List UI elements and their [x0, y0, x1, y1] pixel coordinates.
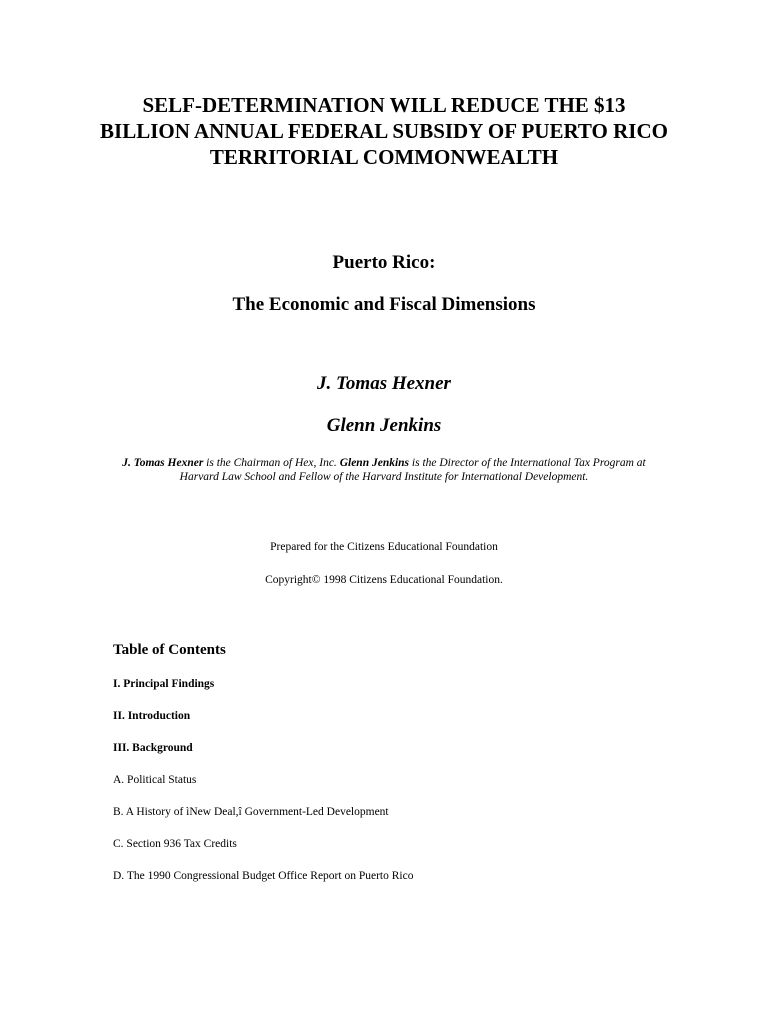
toc-item-section-936[interactable]: C. Section 936 Tax Credits: [113, 838, 237, 850]
bio-text-1: is the Chairman of Hex, Inc.: [203, 457, 340, 469]
bio-text-2: is the Director of the International Tax Program at Harvard Law School and Fellow of the Harvard Institute for International Development.: [179, 457, 646, 483]
subtitle-line-2: The Economic and Fiscal Dimensions: [232, 294, 536, 315]
toc-item-cbo-report[interactable]: D. The 1990 Congressional Budget Office Report on Puerto Rico: [113, 870, 414, 882]
author-bio: [110, 456, 658, 484]
toc-item-background[interactable]: III. Background: [113, 742, 193, 754]
toc-item-political-status[interactable]: A. Political Status: [113, 774, 197, 786]
bio-name-1: J. Tomas Hexner: [122, 457, 204, 469]
toc-item-new-deal-history[interactable]: B. A History of ìNew Deal,î Government-Led Development: [113, 806, 389, 818]
subtitle-line-1: Puerto Rico:: [332, 252, 436, 273]
author-name-1: J. Tomas Hexner: [317, 373, 451, 394]
toc-item-introduction[interactable]: II. Introduction: [113, 710, 191, 722]
toc-heading: Table of Contents: [113, 642, 226, 658]
author-name-2: Glenn Jenkins: [326, 415, 442, 436]
copyright-notice: Copyright© 1998 Citizens Educational Foundation.: [265, 574, 503, 586]
bio-name-2: Glenn Jenkins: [339, 457, 410, 469]
prepared-for: Prepared for the Citizens Educational Foundation: [270, 541, 498, 553]
toc-item-principal-findings[interactable]: I. Principal Findings: [113, 678, 215, 690]
document-title: SELF-DETERMINATION WILL REDUCE THE $13 BILLION ANNUAL FEDERAL SUBSIDY OF PUERTO RICO TERRITORIAL COMMONWEALTH: [100, 93, 668, 169]
